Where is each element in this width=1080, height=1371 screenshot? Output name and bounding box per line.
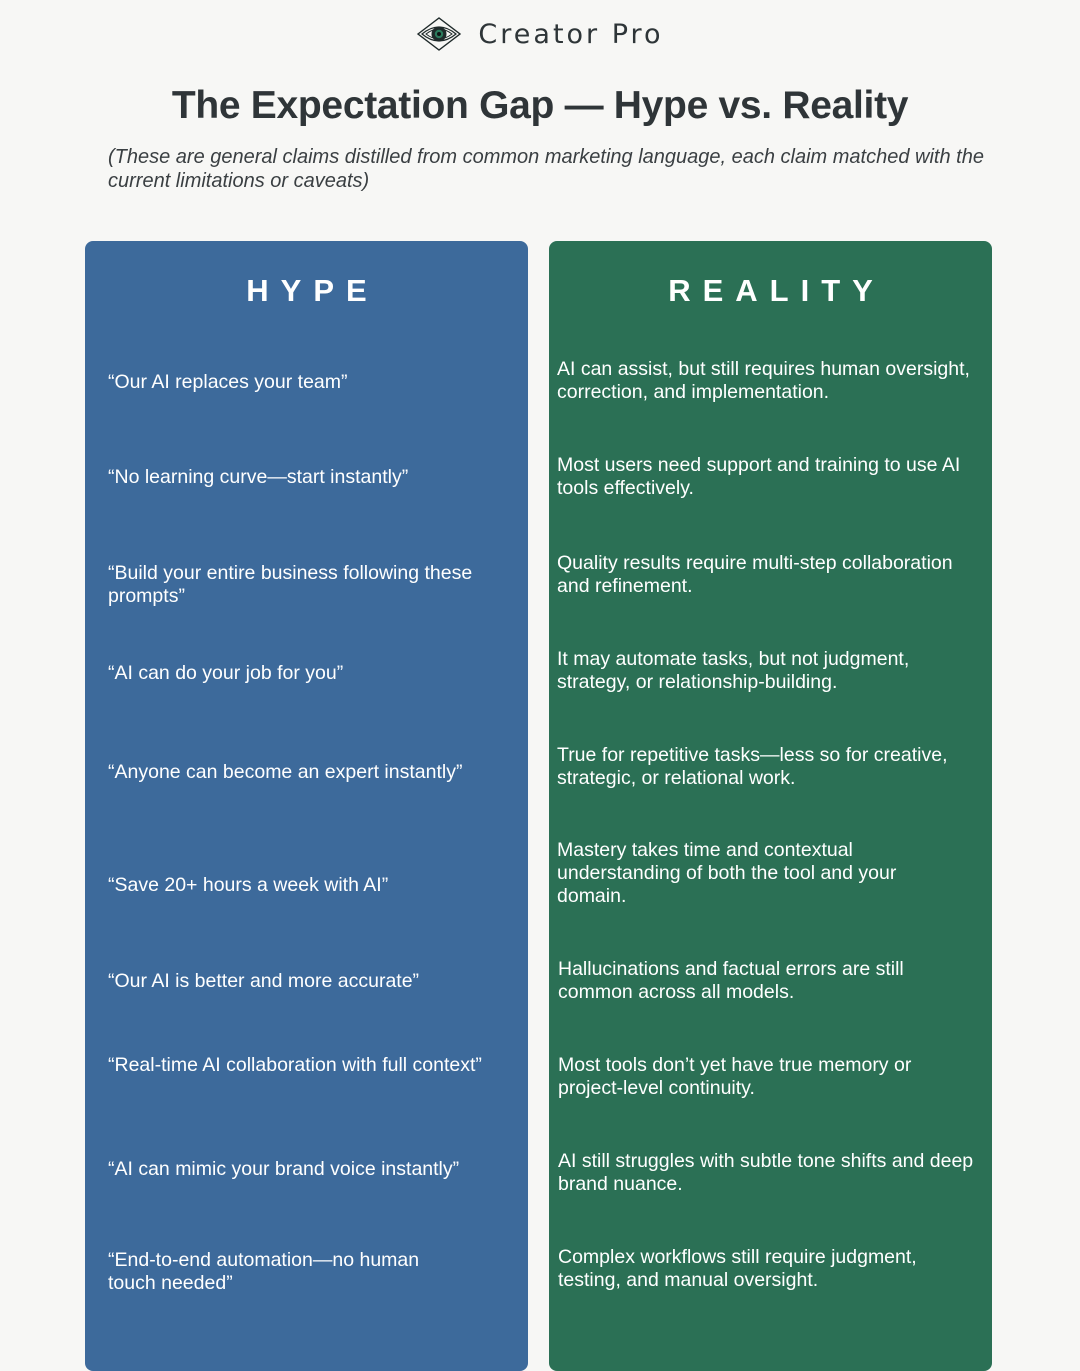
brand-name: Creator Pro <box>478 18 664 50</box>
reality-caveat: Most tools don’t yet have true memory or project-level continuity. <box>558 1054 912 1099</box>
reality-caveat: Most users need support and training to use AI tools effectively. <box>557 454 961 499</box>
hype-claim: “AI can do your job for you” <box>108 662 344 684</box>
page-subtitle: (These are general claims distilled from common marketing language, each claim matched with the current limitations or caveats) <box>108 146 984 192</box>
hype-claim: “AI can mimic your brand voice instantly” <box>108 1158 460 1180</box>
reality-caveat: It may automate tasks, but not judgment, strategy, or relationship-building. <box>557 648 910 693</box>
hype-claim: “Our AI replaces your team” <box>108 371 348 393</box>
hype-heading: HYPE <box>246 273 379 308</box>
reality-caveat: AI still struggles with subtle tone shifts and deep brand nuance. <box>558 1150 974 1195</box>
reality-caveat: Complex workflows still require judgment, testing, and manual oversight. <box>558 1246 917 1291</box>
reality-column <box>549 241 992 1371</box>
reality-caveat: Hallucinations and factual errors are still common across all models. <box>558 958 904 1003</box>
reality-caveat: Mastery takes time and contextual understanding of both the tool and your domain. <box>557 839 897 907</box>
reality-caveat: Quality results require multi-step collaboration and refinement. <box>557 552 953 597</box>
reality-heading: REALITY <box>668 273 885 308</box>
hype-claim: “Real-time AI collaboration with full context” <box>108 1054 482 1076</box>
hype-claim: “Anyone can become an expert instantly” <box>108 761 463 783</box>
hype-claim: “No learning curve—start instantly” <box>108 466 409 488</box>
reality-caveat: AI can assist, but still requires human oversight, correction, and implementation. <box>557 358 970 403</box>
hype-claim: “Build your entire business following these prompts” <box>108 562 473 607</box>
page-title: The Expectation Gap — Hype vs. Reality <box>171 84 909 127</box>
hype-column <box>85 241 528 1371</box>
hype-claim: “End-to-end automation—no human touch needed” <box>108 1249 420 1294</box>
brand-header <box>0 14 1080 54</box>
eye-diamond-icon <box>416 16 462 52</box>
reality-caveat: True for repetitive tasks—less so for creative, strategic, or relational work. <box>557 744 948 789</box>
hype-claim: “Save 20+ hours a week with AI” <box>108 874 389 896</box>
hype-claim: “Our AI is better and more accurate” <box>108 970 420 992</box>
